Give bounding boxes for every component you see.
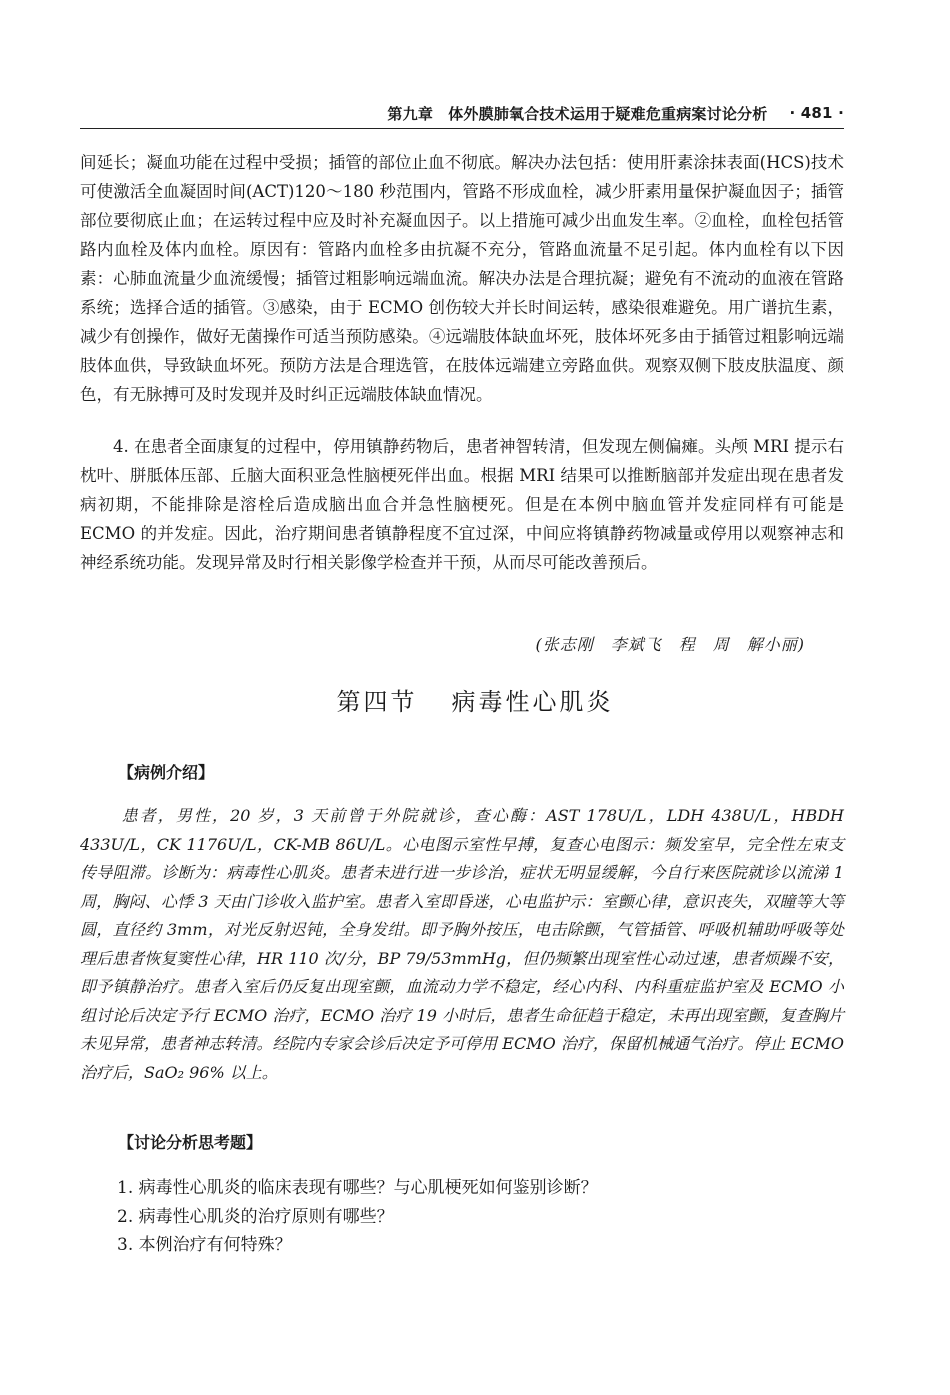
page-number: · 481 · — [789, 104, 844, 122]
case-intro-text — [80, 802, 844, 1087]
question-item: 3. 本例治疗有何特殊？ — [117, 1235, 292, 1255]
case-intro-heading: 【病例介绍】 — [118, 763, 215, 782]
question-item: 2. 病毒性心肌炎的治疗原则有哪些？ — [117, 1206, 394, 1227]
paragraph-text: 4. 在患者全面康复的过程中，停用镇静药物后，患者神智转清，但发现左侧偏瘫。头颅 MRI 提示右枕叶、胼胝体压部、丘脑大面积亚急性脑梗死伴出血。根据 MRI 结果可以推断脑部并发症出现在患者发病初期，不能排除是溶栓后造成脑出血合并急性脑梗死。但是在本例中脑血管并发症同样有可能是 ECMO 的并发症。因此，治疗期间患者镇静程度不宜过深，中间应将镇静药物减量或停用以观察神志和神经系统功能。发现异常及时行相关影像学检查并干预，从而尽可能改善预后。 — [80, 437, 844, 572]
question-item: 1. 病毒性心肌炎的临床表现有哪些？与心肌梗死如何鉴别诊断？ — [117, 1178, 598, 1198]
chapter-title: 第九章 体外膜肺氧合技术运用于疑难危重病案讨论分析 — [387, 104, 768, 123]
running-header — [80, 98, 844, 129]
section-title — [0, 682, 950, 717]
section-number: 第四节 — [336, 688, 418, 716]
section-name: 病毒性心肌炎 — [451, 688, 614, 716]
discussion-heading: 【讨论分析思考题】 — [118, 1133, 263, 1152]
paragraph-point-4 — [80, 432, 844, 577]
paragraph-complications — [80, 148, 844, 409]
paragraph-text: 间延长；凝血功能在过程中受损；插管的部位止血不彻底。解决办法包括：使用肝素涂抹表面(HCS)技术可使激活全血凝固时间(ACT)120～180 秒范围内，管路不形成血栓，减少肝素用量保护凝血因子；插管部位要彻底止血；在运转过程中应及时补充凝血因子。以上措施可减少出血发生率。②血栓，血栓包括管路内血栓及体内血栓。原因有：管路内血栓多由抗凝不充分，管路血流量不足引起。体内血栓有以下因素：心肺血流量少血流缓慢；插管过粗影响远端血流。解决办法是合理抗凝；避免有不流动的血液在管路系统；选择合适的插管。③感染，由于 ECMO 创伤较大并长时间运转，感染很难避免。用广谱抗生素，减少有创操作，做好无菌操作可适当预防感染。④远端肢体缺血坏死，肢体坏死多由于插管过粗影响远端肢体血供，导致缺血坏死。预防方法是合理选管，在肢体远端建立旁路血供。观察双侧下肢皮肤温度、颜色，有无脉搏可及时发现并及时纠正远端肢体缺血情况。 — [80, 153, 844, 404]
author-list: (张志刚 李斌飞 程 周 解小丽) — [535, 635, 805, 654]
case-paragraph: 患者，男性，20 岁，3 天前曾于外院就诊，查心酶：AST 178U/L，LDH 438U/L，HBDH 433U/L，CK 1176U/L，CK-MB 86U/L。心电图示室性早搏，复查心电图示：频发室早，完全性左束支传导阻滞。诊断为：病毒性心肌炎。患者未进行进一步诊治，症状无明显缓解，今自行来医院就诊以流涕 1 周，胸闷、心悸 3 天由门诊收入监护室。患者入室即昏迷，心电监护示：室颤心律，意识丧失，双瞳等大等圆，直径约 3mm，对光反射迟钝，全身发绀。即予胸外按压，电击除颤，气管插管、呼吸机辅助呼吸等处理后患者恢复窦性心律，HR 110 次/分，BP 79/53mmHg，但仍频繁出现室性心动过速，患者烦躁不安，即予镇静治疗。患者入室后仍反复出现室颤，血流动力学不稳定，经心内科、内科重症监护室及 ECMO 小组讨论后决定予行 ECMO 治疗，ECMO 治疗 19 小时后，患者生命征趋于稳定，未再出现室颤，复查胸片未见异常，患者神志转清。经院内专家会诊后决定予可停用 ECMO 治疗，保留机械通气治疗。停止 ECMO 治疗后，SaO₂ 96% 以上。 — [80, 806, 844, 1082]
discussion-questions — [117, 1174, 598, 1260]
